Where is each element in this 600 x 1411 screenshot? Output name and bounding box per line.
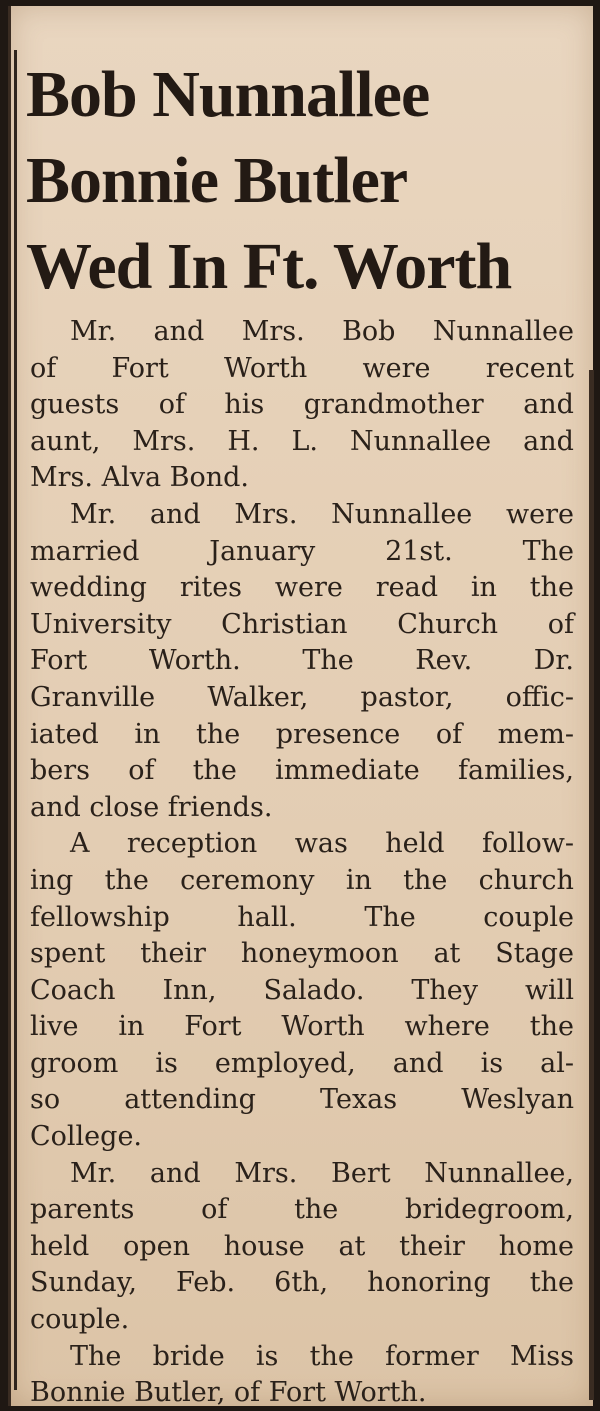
word: Bert [331,1157,391,1189]
text-line-content [30,1192,574,1229]
word: families, [457,755,574,787]
word: of [128,755,155,787]
text-line [30,900,574,937]
text-line-content [30,1009,574,1046]
word: Mrs. [234,498,298,530]
word: his [224,389,265,421]
text-line [30,1375,574,1411]
word: honoring [367,1267,491,1299]
word: former [385,1340,479,1372]
text-line-content: Mrs. Alva Bond. [30,462,249,494]
text-line [30,863,574,900]
paragraph-3 [30,826,574,1155]
word: Fort [30,645,88,677]
text-line [30,680,574,717]
word: the [196,718,241,750]
text-line-content: College. [30,1121,143,1153]
word: Nunnallee [432,316,574,347]
text-line [30,643,574,680]
word: L. [291,425,319,457]
word: home [498,1230,574,1262]
word: iated [30,718,99,750]
word: employed, [214,1047,356,1079]
word: Mr. [70,316,117,347]
text-line-content: and close friends. [30,791,273,823]
word: were [506,498,574,530]
word: Nunnallee [350,425,492,457]
word: will [524,974,574,1006]
word: Mrs. [234,1157,298,1189]
word: wedding [30,572,147,604]
word: Dr. [533,645,574,677]
text-line [30,1339,574,1376]
word: Worth [281,1011,365,1043]
word: their [140,938,206,970]
word: Salado. [263,974,365,1006]
paragraph-5 [30,1339,574,1411]
text-line-content [30,1046,574,1083]
word: attending [124,1084,256,1116]
paragraph-2 [30,497,574,826]
text-line [30,497,574,534]
word: the [309,1340,354,1372]
word: Worth. [148,645,241,677]
text-line [30,314,574,351]
text-line-content [30,973,574,1010]
word: live [30,1011,79,1043]
word: Mrs. [132,425,196,457]
paragraph-4 [30,1156,574,1339]
word: of [547,608,574,640]
text-line-content [70,314,574,351]
word: The [522,535,574,567]
text-line-content [30,900,574,937]
word: Bob [342,316,396,347]
word: Feb. [175,1267,236,1299]
text-line [30,387,574,424]
headline-line-2: Bonnie Butler [26,144,408,217]
paragraph-1 [30,314,574,497]
word: in [345,864,372,896]
text-line [30,460,574,497]
text-line [30,1119,574,1156]
word: their [399,1230,465,1262]
word: Rev. [415,645,473,677]
text-line [30,570,574,607]
word: and [149,1157,201,1189]
word: held [30,1230,90,1262]
column-rule-right [589,370,594,1400]
word: church [478,864,574,896]
word: January [209,535,316,567]
word: Miss [509,1340,574,1372]
word: the [529,1011,574,1043]
text-line [30,826,574,863]
word: is [155,1047,178,1079]
text-line [30,1265,574,1302]
text-line [30,351,574,388]
text-line-content [70,826,574,863]
word: of [201,1194,228,1226]
word: Mr. [70,1157,117,1189]
text-line-content [70,497,574,534]
text-line [30,1229,574,1266]
word: and [149,498,201,530]
word: ceremony [180,864,315,896]
word: was [294,828,348,860]
text-line [30,607,574,644]
word: and [523,425,574,457]
text-line [30,1046,574,1083]
word: fellowship [30,901,170,933]
text-line [30,424,574,461]
word: the [529,572,574,604]
word: presence [275,718,401,750]
text-line [30,973,574,1010]
word: Church [397,608,499,640]
word: so [30,1084,61,1116]
headline-line-3: Wed In Ft. Worth [26,230,512,303]
word: spent [30,938,106,970]
text-line-content [30,936,574,973]
word: pastor, [360,681,454,713]
word: and [153,316,205,347]
word: held [385,828,445,860]
word: were [274,572,343,604]
text-line [30,534,574,571]
word: The [70,1340,122,1372]
text-line-content [30,1082,574,1119]
word: 6th, [274,1267,329,1299]
word: is [255,1340,279,1372]
word: Fort [111,352,169,384]
word: grandmother [303,389,484,421]
word: house [223,1230,305,1262]
word: in [134,718,161,750]
text-line [30,1082,574,1119]
word: immediate [275,755,420,787]
word: bridegroom, [405,1194,574,1226]
word: read [375,572,438,604]
word: A [70,828,90,860]
word: the [192,755,237,787]
word: Coach [30,974,116,1006]
word: where [404,1011,490,1043]
word: mem- [497,718,574,750]
word: Nunnallee [331,498,473,530]
word: The [364,901,416,933]
word: groom [30,1047,119,1079]
word: H. [227,425,260,457]
word: at [433,938,461,970]
word: Christian [221,608,348,640]
word: bride [152,1340,225,1372]
text-line-content [30,570,574,607]
word: Texas [320,1084,398,1116]
word: the [403,864,448,896]
text-line-content [70,1156,574,1193]
word: Worth [223,352,308,384]
word: of [435,718,463,750]
word: in [118,1011,145,1043]
word: open [123,1230,190,1262]
word: Weslyan [461,1084,574,1116]
word: follow- [481,828,574,860]
text-line [30,790,574,827]
text-line [30,1009,574,1046]
text-line [30,1156,574,1193]
text-line-content [30,534,574,571]
word: parents [30,1194,135,1226]
text-line-content [30,387,574,424]
headline [26,52,576,310]
word: and [523,389,574,421]
text-line [30,753,574,790]
text-line-content: Bonnie Butler, of Fort Worth. [30,1377,427,1409]
word: reception [126,828,258,860]
text-line [30,717,574,754]
word: the [104,864,149,896]
text-line-content [30,424,574,461]
word: aunt, [30,425,101,457]
word: of [30,352,57,384]
word: Granville [30,681,156,713]
word: the [529,1267,574,1299]
word: couple [483,901,574,933]
word: of [158,389,185,421]
text-line-content [30,643,574,680]
word: They [411,974,478,1006]
word: Walker, [207,681,309,713]
text-line-content [30,607,574,644]
word: guests [30,389,120,421]
article-body [30,314,574,1411]
text-line-content [30,863,574,900]
word: and [392,1047,444,1079]
word: ing [30,864,74,896]
word: al- [540,1047,574,1079]
text-line-content [30,717,574,754]
text-line-content: couple. [30,1304,130,1336]
word: Inn, [162,974,217,1006]
word: University [30,608,172,640]
word: 21st. [385,535,453,567]
word: The [302,645,354,677]
word: bers [30,755,91,787]
word: honeymoon [240,938,399,970]
word: Sunday, [30,1267,137,1299]
text-line-content [30,680,574,717]
column-rule-left [14,50,17,1390]
word: rites [179,572,243,604]
text-line-content [30,1229,574,1266]
text-line [30,1192,574,1229]
word: at [338,1230,366,1262]
word: in [470,572,497,604]
text-line-content [30,1265,574,1302]
word: Nunnallee, [424,1157,574,1189]
text-line-content [30,753,574,790]
headline-line-1: Bob Nunnallee [26,58,430,131]
word: hall. [237,901,297,933]
word: the [294,1194,339,1226]
word: Mr. [70,498,117,530]
text-line [30,1302,574,1339]
word: offic- [505,681,574,713]
word: Stage [495,938,574,970]
word: Mrs. [241,316,305,347]
word: recent [485,352,574,384]
text-line-content [30,351,574,388]
text-line [30,936,574,973]
word: were [362,352,431,384]
word: Fort [184,1011,242,1043]
word: is [480,1047,504,1079]
text-line-content [70,1339,574,1376]
word: married [30,535,140,567]
